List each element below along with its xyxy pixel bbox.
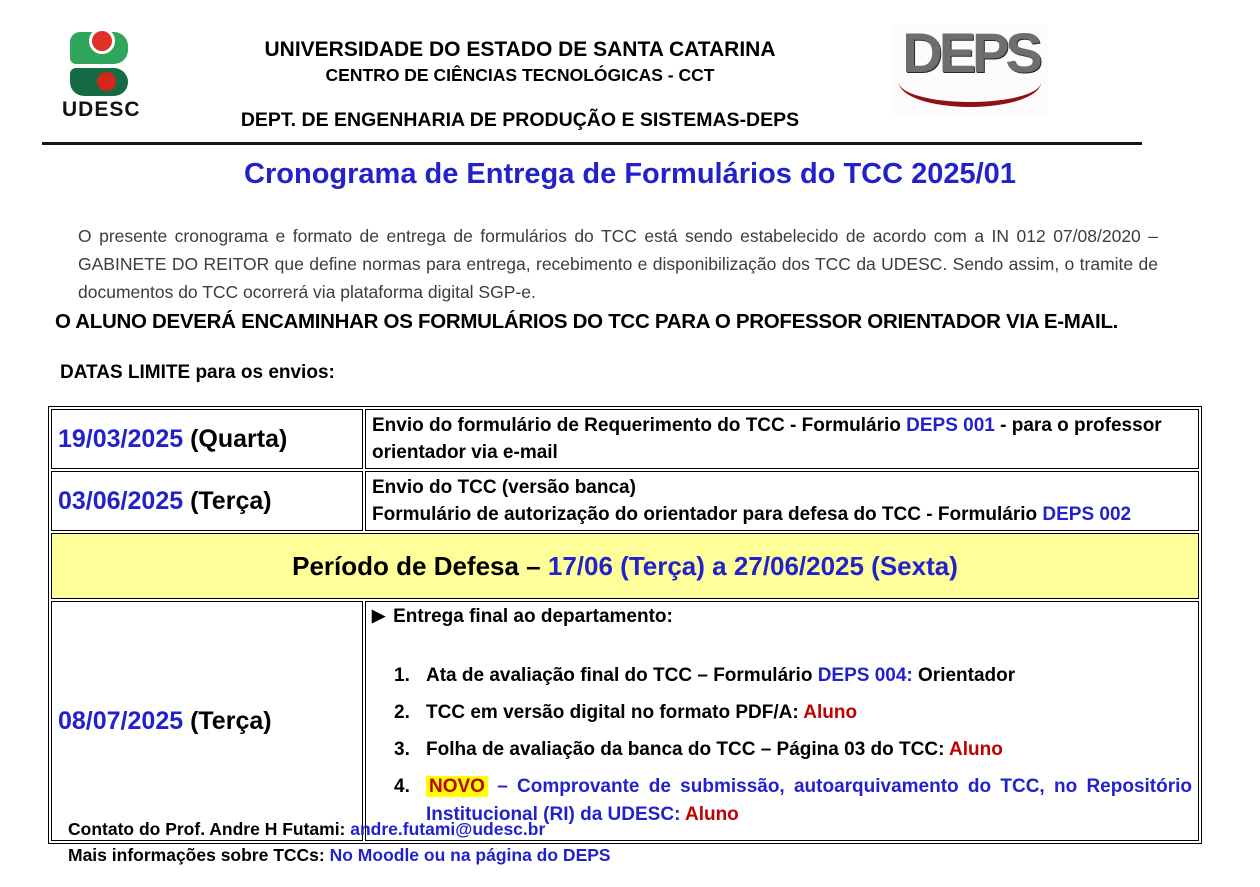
final-delivery-heading-text: Entrega final ao departamento: bbox=[393, 606, 673, 627]
list-item-2 bbox=[394, 699, 1192, 727]
responsible-aluno: Aluno bbox=[948, 739, 1003, 760]
description-cell bbox=[365, 409, 1199, 469]
responsible-aluno: Aluno bbox=[803, 702, 858, 723]
deps-004-link[interactable]: DEPS 004: bbox=[817, 665, 913, 686]
description-text: - para o professor orientador via e-mail bbox=[372, 415, 1162, 463]
deadlines-heading bbox=[60, 362, 335, 384]
date-cell bbox=[51, 471, 363, 531]
udesc-wordmark: UDESC bbox=[62, 98, 141, 121]
table-row-deps001 bbox=[51, 409, 1199, 469]
intro-paragraph: O presente cronograma e formato de entrega de formulários do TCC está sendo estabelecido de acordo com a IN 012 07/08/2020 – GABINETE DO REITOR que define normas para entrega, recebimento e disponibilização dos TCC da UDESC. Sendo assim, o tramite de documentos do TCC ocorrerá via plataforma digital SGP-e. bbox=[78, 226, 1158, 302]
defense-period-row bbox=[51, 533, 1199, 599]
center-name: CENTRO DE CIÊNCIAS TECNOLÓGICAS - CCT bbox=[325, 65, 715, 85]
item-number: 4. bbox=[394, 776, 410, 797]
weekday-value: (Terça) bbox=[183, 706, 272, 735]
notice-line: O ALUNO DEVERÁ ENCAMINHAR OS FORMULÁRIOS DO TCC PARA O PROFESSOR ORIENTADOR VIA E-MAIL. bbox=[55, 310, 1119, 333]
list-item-3 bbox=[394, 736, 1192, 764]
udesc-logo-top-shape bbox=[70, 32, 128, 64]
date-cell bbox=[51, 409, 363, 469]
final-delivery-heading bbox=[372, 606, 1192, 628]
triangle-bullet-icon: ▶ bbox=[372, 606, 386, 625]
deadlines-heading-strong: DATAS LIMITE bbox=[60, 362, 191, 383]
defense-period-dates: 17/06 (Terça) a 27/06/2025 (Sexta) bbox=[547, 550, 958, 581]
defense-period-banner bbox=[51, 533, 1199, 599]
footer bbox=[68, 816, 611, 868]
description-text: Envio do formulário de Requerimento do TCC - Formulário bbox=[372, 415, 907, 436]
description-cell bbox=[365, 471, 1199, 531]
date-value: 08/07/2025 bbox=[58, 706, 184, 735]
date-cell bbox=[51, 601, 363, 841]
table-row-final-delivery bbox=[51, 601, 1199, 841]
more-info-label: Mais informações sobre TCCs: bbox=[68, 845, 330, 865]
contact-label: Contato do Prof. Andre H Futami: bbox=[68, 819, 351, 839]
item-number: 2. bbox=[394, 702, 410, 723]
date-value: 03/06/2025 bbox=[58, 486, 184, 515]
more-info-line bbox=[68, 842, 611, 868]
responsible-aluno: Aluno bbox=[684, 804, 739, 825]
description-line2 bbox=[372, 501, 1192, 528]
list-item-1 bbox=[394, 662, 1192, 690]
header-divider bbox=[42, 142, 1142, 145]
moodle-deps-link[interactable]: No Moodle ou na página do DEPS bbox=[329, 845, 611, 865]
item-number: 1. bbox=[394, 665, 410, 686]
item-number: 3. bbox=[394, 739, 410, 760]
contact-line bbox=[68, 816, 611, 842]
item-text: TCC em versão digital no formato PDF/A: Aluno bbox=[426, 702, 858, 723]
email-link[interactable]: andre.futami@udesc.br bbox=[350, 819, 546, 839]
page-title: Cronograma de Entrega de Formulários do TCC 2025/01 bbox=[244, 158, 1016, 190]
deps-logo-arc bbox=[899, 58, 1041, 107]
udesc-logo-red-dot bbox=[97, 72, 116, 91]
description-line1: Envio do TCC (versão banca) bbox=[372, 477, 636, 498]
novo-highlight: NOVO bbox=[426, 776, 488, 797]
deadlines-heading-rest: para os envios: bbox=[190, 362, 335, 383]
description-text: Formulário de autorização do orientador para defesa do TCC - Formulário bbox=[372, 504, 1043, 525]
deps-logo bbox=[893, 21, 1048, 114]
weekday-value: (Quarta) bbox=[183, 424, 288, 453]
item-text: Ata de avaliação final do TCC – Formulário DEPS 004: Orientador bbox=[426, 665, 1016, 686]
udesc-logo-red-dot bbox=[89, 28, 115, 54]
item-text: Folha de avaliação da banca do TCC – Página 03 do TCC: Aluno bbox=[426, 739, 1003, 760]
date-value: 19/03/2025 bbox=[58, 424, 184, 453]
udesc-logo bbox=[62, 26, 141, 121]
item-text: NOVO – Comprovante de submissão, autoarquivamento do TCC, no Repositório Institucional (RI) da UDESC: Aluno bbox=[426, 776, 1192, 825]
header-titles bbox=[165, 38, 875, 132]
university-name: UNIVERSIDADE DO ESTADO DE SANTA CATARINA bbox=[264, 38, 776, 61]
deps-002-link[interactable]: DEPS 002 bbox=[1042, 504, 1132, 525]
department-name: DEPT. DE ENGENHARIA DE PRODUÇÃO E SISTEMAS-DEPS bbox=[240, 109, 800, 131]
deps-001-link[interactable]: DEPS 001 bbox=[906, 415, 995, 436]
udesc-logo-bottom-shape bbox=[70, 68, 128, 96]
final-delivery-cell bbox=[365, 601, 1199, 841]
table-row-deps002 bbox=[51, 471, 1199, 531]
weekday-value: (Terça) bbox=[183, 486, 272, 515]
defense-period-label: Período de Defesa – bbox=[292, 550, 548, 581]
deps-logo-text: DEPS bbox=[902, 21, 1039, 84]
schedule-table bbox=[48, 406, 1202, 844]
